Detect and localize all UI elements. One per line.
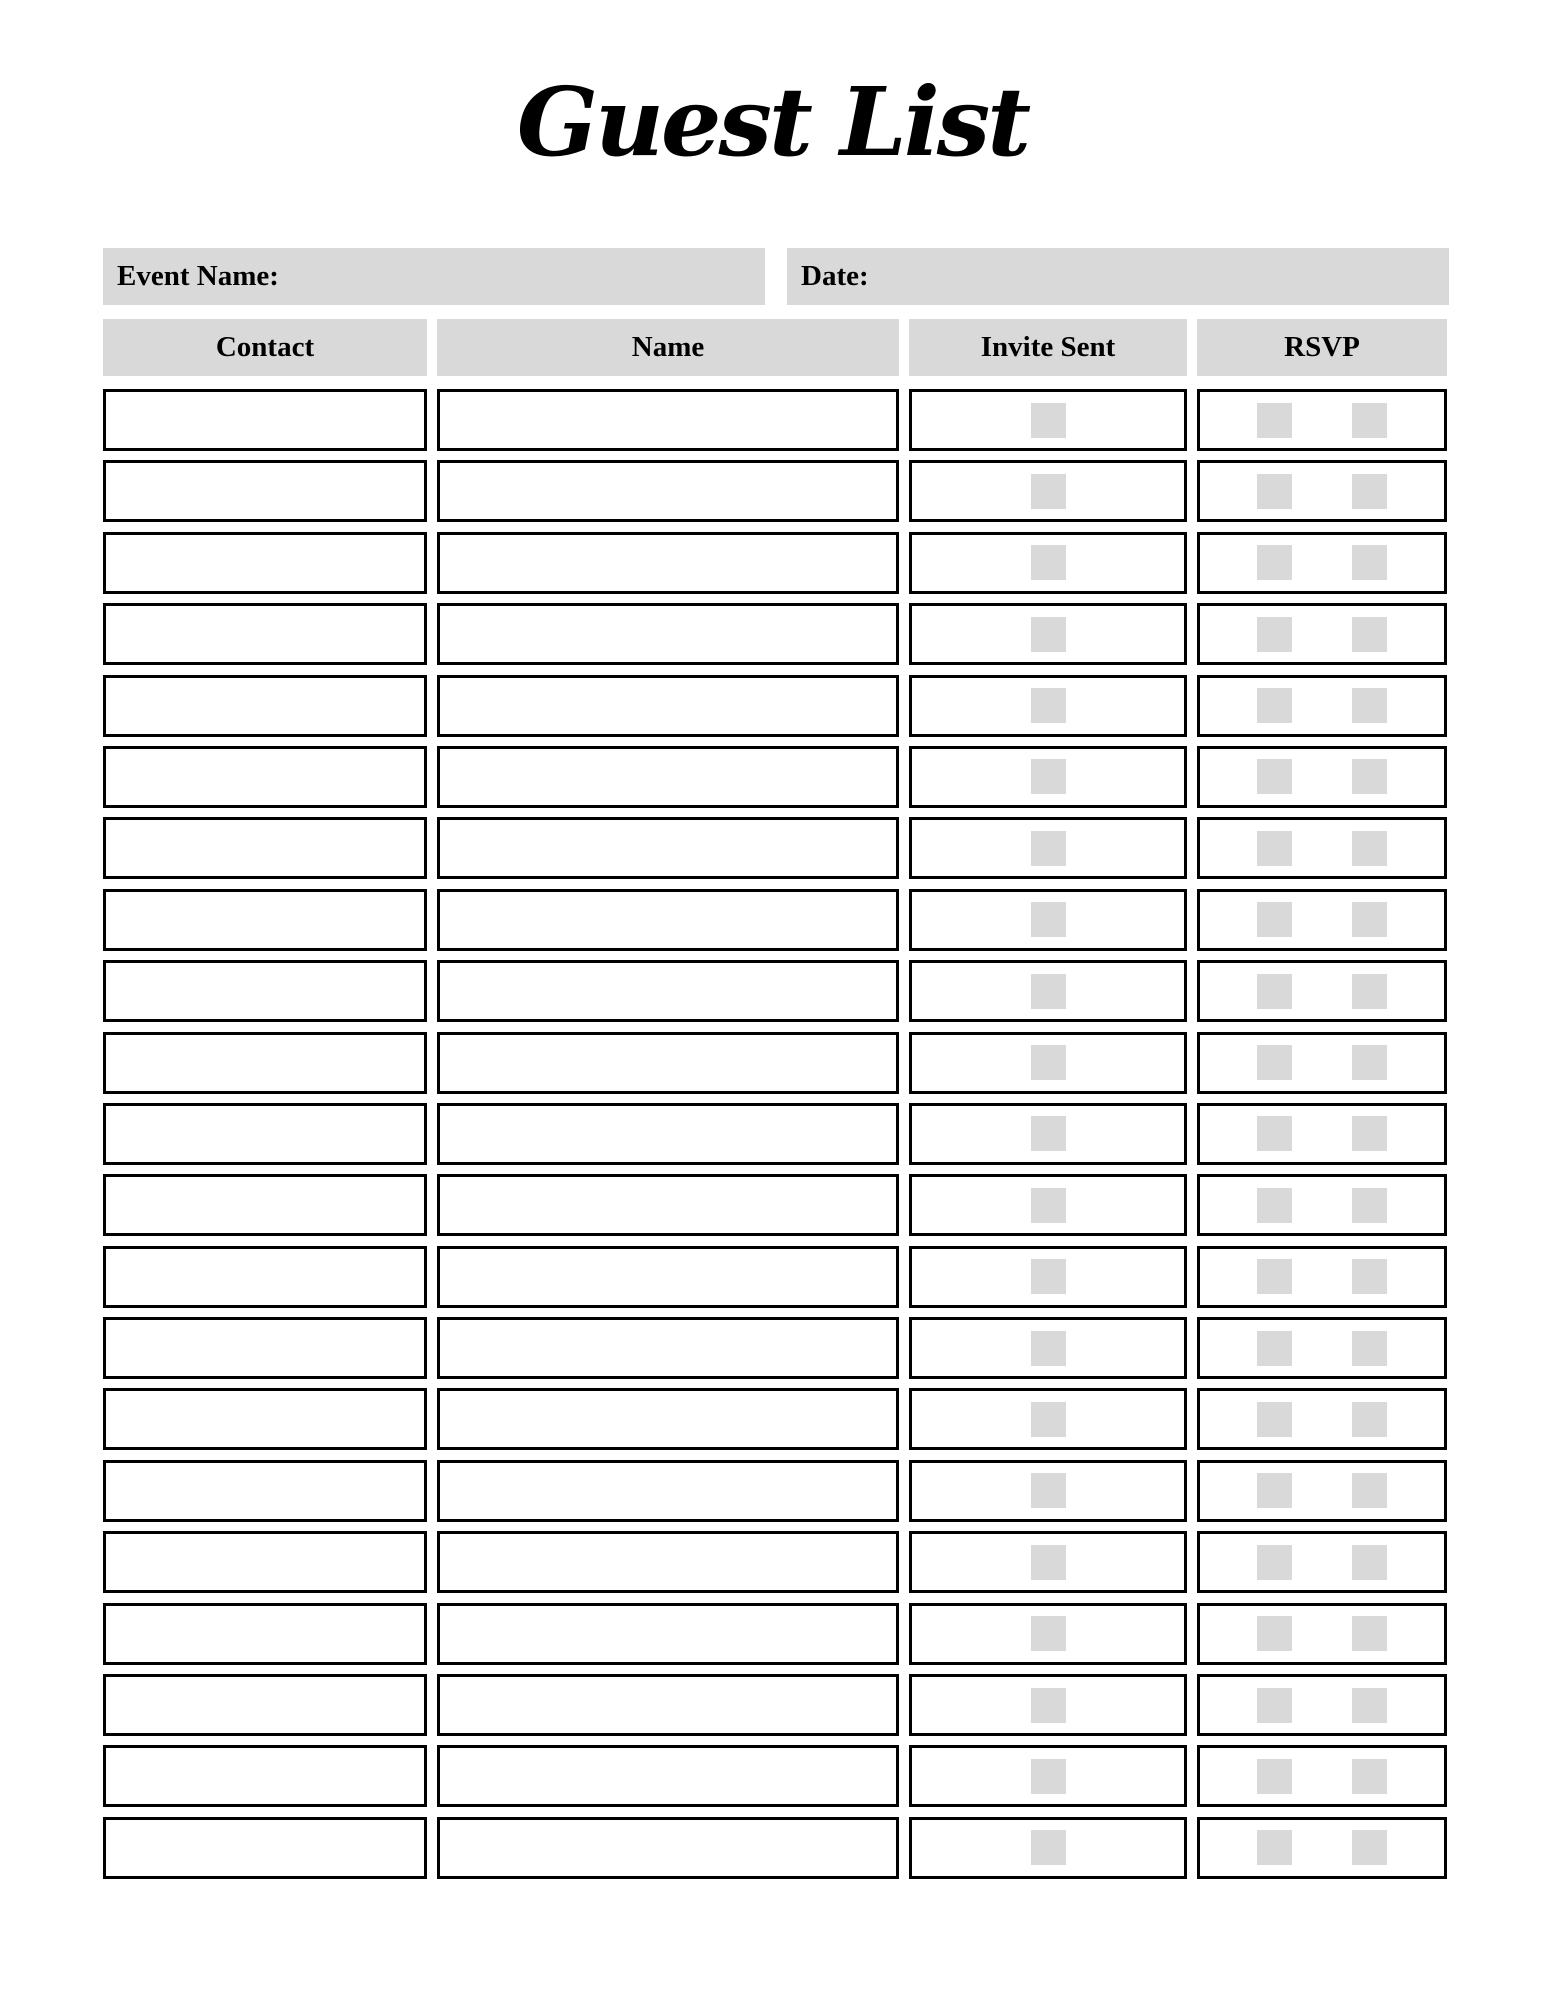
name-cell[interactable] [437,603,899,665]
rsvp-cell [1197,1603,1447,1665]
rsvp-checkbox-2[interactable] [1352,1830,1387,1865]
rsvp-checkbox-1[interactable] [1257,759,1292,794]
table-row [103,1174,1545,1236]
rsvp-checkbox-1[interactable] [1257,1830,1292,1865]
date-field[interactable] [787,248,1449,305]
contact-cell[interactable] [103,389,427,451]
table-row [103,1103,1545,1165]
invite-sent-checkbox[interactable] [1031,1188,1066,1223]
table-row [103,460,1545,522]
invite-sent-cell [909,1032,1187,1094]
rsvp-checkbox-1[interactable] [1257,1045,1292,1080]
rsvp-cell [1197,532,1447,594]
rsvp-checkbox-2[interactable] [1352,1045,1387,1080]
invite-sent-cell [909,675,1187,737]
table-row [103,1745,1545,1807]
rsvp-checkbox-2[interactable] [1352,1759,1387,1794]
contact-cell[interactable] [103,1603,427,1665]
rsvp-checkbox-2[interactable] [1352,759,1387,794]
rsvp-checkbox-1[interactable] [1257,545,1292,580]
rsvp-cell [1197,1174,1447,1236]
table-row [103,1246,1545,1308]
contact-cell[interactable] [103,675,427,737]
invite-sent-cell [909,1531,1187,1593]
invite-sent-checkbox[interactable] [1031,902,1066,937]
invite-sent-checkbox[interactable] [1031,403,1066,438]
contact-cell[interactable] [103,1674,427,1736]
rsvp-checkbox-1[interactable] [1257,1116,1292,1151]
rsvp-checkbox-2[interactable] [1352,1688,1387,1723]
rsvp-checkbox-1[interactable] [1257,474,1292,509]
name-cell[interactable] [437,1317,899,1379]
invite-sent-cell [909,1674,1187,1736]
table-row [103,1460,1545,1522]
rsvp-checkbox-2[interactable] [1352,1116,1387,1151]
rsvp-cell [1197,960,1447,1022]
column-header-invite-sent: Invite Sent [909,319,1187,376]
invite-sent-checkbox[interactable] [1031,474,1066,509]
table-row [103,1032,1545,1094]
rsvp-checkbox-2[interactable] [1352,545,1387,580]
contact-cell[interactable] [103,889,427,951]
rsvp-cell [1197,746,1447,808]
table-row [103,960,1545,1022]
invite-sent-cell [909,1388,1187,1450]
rsvp-cell [1197,889,1447,951]
invite-sent-checkbox[interactable] [1031,1759,1066,1794]
invite-sent-checkbox[interactable] [1031,759,1066,794]
invite-sent-checkbox[interactable] [1031,1473,1066,1508]
name-cell[interactable] [437,1103,899,1165]
table-row [103,1674,1545,1736]
contact-cell[interactable] [103,1817,427,1879]
table-row [103,1531,1545,1593]
page-title: Guest List [516,67,1029,178]
invite-sent-cell [909,817,1187,879]
invite-sent-checkbox[interactable] [1031,1688,1066,1723]
rsvp-checkbox-1[interactable] [1257,1331,1292,1366]
name-cell[interactable] [437,532,899,594]
rsvp-checkbox-1[interactable] [1257,974,1292,1009]
rsvp-checkbox-2[interactable] [1352,1259,1387,1294]
contact-cell[interactable] [103,1388,427,1450]
date-label: Date: [801,260,869,292]
rsvp-checkbox-2[interactable] [1352,1331,1387,1366]
contact-cell[interactable] [103,1317,427,1379]
table-header-row [103,319,1545,376]
rsvp-checkbox-1[interactable] [1257,1402,1292,1437]
name-cell[interactable] [437,1032,899,1094]
rsvp-checkbox-2[interactable] [1352,1616,1387,1651]
invite-sent-checkbox[interactable] [1031,1616,1066,1651]
rsvp-cell [1197,1674,1447,1736]
invite-sent-checkbox[interactable] [1031,1402,1066,1437]
name-cell[interactable] [437,1174,899,1236]
contact-cell[interactable] [103,532,427,594]
rsvp-checkbox-2[interactable] [1352,688,1387,723]
name-cell[interactable] [437,1603,899,1665]
table-row [103,389,1545,451]
rsvp-checkbox-1[interactable] [1257,403,1292,438]
invite-sent-checkbox[interactable] [1031,1830,1066,1865]
rsvp-cell [1197,1745,1447,1807]
name-cell[interactable] [437,889,899,951]
event-name-field[interactable] [103,248,765,305]
rsvp-cell [1197,675,1447,737]
table-body [103,389,1545,1879]
rsvp-checkbox-2[interactable] [1352,1473,1387,1508]
rsvp-checkbox-1[interactable] [1257,1545,1292,1580]
rsvp-checkbox-1[interactable] [1257,1616,1292,1651]
column-header-rsvp: RSVP [1197,319,1447,376]
rsvp-cell [1197,1317,1447,1379]
rsvp-cell [1197,1103,1447,1165]
name-cell[interactable] [437,1674,899,1736]
invite-sent-checkbox[interactable] [1031,831,1066,866]
rsvp-checkbox-1[interactable] [1257,902,1292,937]
invite-sent-cell [909,1246,1187,1308]
rsvp-checkbox-2[interactable] [1352,1545,1387,1580]
name-cell[interactable] [437,746,899,808]
rsvp-checkbox-1[interactable] [1257,831,1292,866]
rsvp-cell [1197,1817,1447,1879]
rsvp-cell [1197,1388,1447,1450]
contact-cell[interactable] [103,817,427,879]
invite-sent-cell [909,746,1187,808]
invite-sent-checkbox[interactable] [1031,1331,1066,1366]
rsvp-cell [1197,1460,1447,1522]
rsvp-checkbox-2[interactable] [1352,474,1387,509]
invite-sent-checkbox[interactable] [1031,688,1066,723]
table-row [103,889,1545,951]
rsvp-cell [1197,817,1447,879]
table-row [103,1317,1545,1379]
invite-sent-cell [909,1603,1187,1665]
contact-cell[interactable] [103,1246,427,1308]
table-row [103,603,1545,665]
table-row [103,1388,1545,1450]
invite-sent-checkbox[interactable] [1031,617,1066,652]
contact-cell[interactable] [103,960,427,1022]
rsvp-cell [1197,1531,1447,1593]
contact-cell[interactable] [103,1745,427,1807]
rsvp-cell [1197,1032,1447,1094]
invite-sent-cell [909,889,1187,951]
invite-sent-cell [909,960,1187,1022]
table-row [103,746,1545,808]
invite-sent-cell [909,1174,1187,1236]
contact-cell[interactable] [103,1460,427,1522]
table-row [103,675,1545,737]
rsvp-checkbox-1[interactable] [1257,688,1292,723]
rsvp-checkbox-2[interactable] [1352,617,1387,652]
table-row [103,1603,1545,1665]
rsvp-cell [1197,389,1447,451]
invite-sent-checkbox[interactable] [1031,545,1066,580]
invite-sent-checkbox[interactable] [1031,1045,1066,1080]
invite-sent-cell [909,532,1187,594]
invite-sent-checkbox[interactable] [1031,1259,1066,1294]
table-row [103,1817,1545,1879]
name-cell[interactable] [437,960,899,1022]
invite-sent-cell [909,1103,1187,1165]
rsvp-checkbox-1[interactable] [1257,1473,1292,1508]
event-name-label: Event Name: [117,260,279,292]
rsvp-checkbox-2[interactable] [1352,1402,1387,1437]
invite-sent-cell [909,389,1187,451]
contact-cell[interactable] [103,460,427,522]
rsvp-checkbox-2[interactable] [1352,831,1387,866]
name-cell[interactable] [437,675,899,737]
contact-cell[interactable] [103,1103,427,1165]
contact-cell[interactable] [103,1174,427,1236]
column-header-name: Name [437,319,899,376]
table-row [103,532,1545,594]
rsvp-cell [1197,603,1447,665]
invite-sent-cell [909,603,1187,665]
rsvp-cell [1197,1246,1447,1308]
name-cell[interactable] [437,460,899,522]
rsvp-checkbox-2[interactable] [1352,902,1387,937]
name-cell[interactable] [437,389,899,451]
contact-cell[interactable] [103,1531,427,1593]
name-cell[interactable] [437,1460,899,1522]
name-cell[interactable] [437,817,899,879]
invite-sent-cell [909,460,1187,522]
rsvp-checkbox-1[interactable] [1257,1759,1292,1794]
name-cell[interactable] [437,1246,899,1308]
invite-sent-cell [909,1460,1187,1522]
rsvp-checkbox-2[interactable] [1352,1188,1387,1223]
name-cell[interactable] [437,1817,899,1879]
rsvp-checkbox-2[interactable] [1352,974,1387,1009]
name-cell[interactable] [437,1531,899,1593]
invite-sent-checkbox[interactable] [1031,974,1066,1009]
rsvp-checkbox-1[interactable] [1257,617,1292,652]
rsvp-checkbox-2[interactable] [1352,403,1387,438]
name-cell[interactable] [437,1388,899,1450]
invite-sent-cell [909,1745,1187,1807]
contact-cell[interactable] [103,603,427,665]
rsvp-checkbox-1[interactable] [1257,1259,1292,1294]
meta-row [103,248,1545,305]
contact-cell[interactable] [103,1032,427,1094]
invite-sent-checkbox[interactable] [1031,1116,1066,1151]
invite-sent-checkbox[interactable] [1031,1545,1066,1580]
invite-sent-cell [909,1817,1187,1879]
rsvp-checkbox-1[interactable] [1257,1188,1292,1223]
invite-sent-cell [909,1317,1187,1379]
contact-cell[interactable] [103,746,427,808]
rsvp-cell [1197,460,1447,522]
column-header-contact: Contact [103,319,427,376]
rsvp-checkbox-1[interactable] [1257,1688,1292,1723]
table-row [103,817,1545,879]
name-cell[interactable] [437,1745,899,1807]
